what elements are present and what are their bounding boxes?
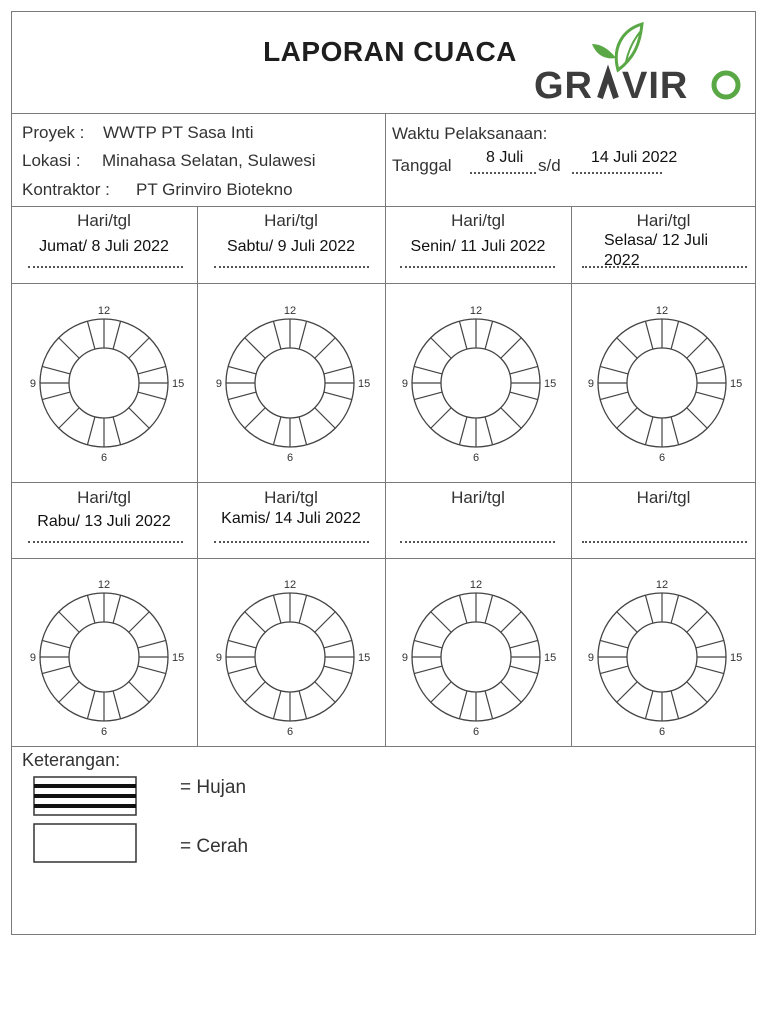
hour-segment <box>687 612 708 633</box>
hour-segment <box>59 612 80 633</box>
hour-segment <box>315 682 336 703</box>
clock-label-6: 6 <box>286 452 294 464</box>
legend-cerah: = Cerah <box>180 836 249 857</box>
hour-segment <box>617 612 638 633</box>
hour-segment <box>485 595 493 623</box>
day-date: Senin/ 11 Juli 2022 <box>410 238 546 255</box>
inner-ring <box>627 348 697 418</box>
hour-segment <box>696 392 724 400</box>
clear-legend-swatch <box>33 823 137 863</box>
hour-segment <box>501 682 522 703</box>
hour-segment <box>671 691 679 719</box>
hour-segment <box>315 612 336 633</box>
hour-segment <box>459 691 467 719</box>
date-line <box>400 541 555 543</box>
weather-clock-dial <box>391 298 561 468</box>
hour-segment <box>431 682 452 703</box>
hour-segment <box>59 338 80 359</box>
hour-segment <box>87 321 95 349</box>
hour-segment <box>245 612 266 633</box>
sd-label: s/d <box>538 156 561 175</box>
divider-info <box>11 206 756 207</box>
proyek-label: Proyek : <box>22 123 85 142</box>
hour-segment <box>696 666 724 674</box>
hour-segment <box>138 640 166 648</box>
svg-text:VIR: VIR <box>622 65 689 103</box>
hour-segment <box>510 640 538 648</box>
clock-label-15: 15 <box>544 652 557 664</box>
clock-label-15: 15 <box>172 378 185 390</box>
hour-segment <box>228 640 256 648</box>
hour-segment <box>42 640 70 648</box>
hour-segment <box>600 640 628 648</box>
proyek-value: WWTP PT Sasa Inti <box>103 123 254 142</box>
hour-segment <box>87 595 95 623</box>
clock-label-12: 12 <box>97 579 111 591</box>
day-header-label: Hari/tgl <box>77 488 131 507</box>
hour-segment <box>129 408 150 429</box>
hour-segment <box>113 417 121 445</box>
weather-clock-dial <box>577 298 747 468</box>
clock-label-15: 15 <box>730 378 743 390</box>
hour-segment <box>324 392 352 400</box>
hour-segment <box>245 338 266 359</box>
clock-label-12: 12 <box>469 305 483 317</box>
date-line <box>214 541 369 543</box>
hour-segment <box>42 666 70 674</box>
date-line <box>582 541 747 543</box>
hour-segment <box>59 682 80 703</box>
hour-segment <box>299 321 307 349</box>
hour-segment <box>245 408 266 429</box>
weather-clock-dial <box>205 298 375 468</box>
hour-segment <box>600 666 628 674</box>
hour-segment <box>414 366 442 374</box>
clock-label-15: 15 <box>358 652 371 664</box>
hour-segment <box>617 408 638 429</box>
day-date: Jumat/ 8 Juli 2022 <box>39 238 169 255</box>
hour-segment <box>273 321 281 349</box>
day-date: Selasa/ 12 Juli 2022 <box>604 232 709 269</box>
hour-segment <box>414 640 442 648</box>
hour-segment <box>273 691 281 719</box>
day-header-label: Hari/tgl <box>636 488 691 507</box>
hour-segment <box>245 682 266 703</box>
clock-label-6: 6 <box>100 726 108 738</box>
hour-segment <box>617 682 638 703</box>
hour-segment <box>273 595 281 623</box>
hour-segment <box>687 408 708 429</box>
clock-label-6: 6 <box>472 726 480 738</box>
day-header-label: Hari/tgl <box>77 211 131 230</box>
hour-segment <box>129 612 150 633</box>
weather-clock-dial <box>205 572 375 742</box>
hour-segment <box>138 366 166 374</box>
hour-segment <box>113 321 121 349</box>
waktu-label: Waktu Pelaksanaan: <box>392 124 548 143</box>
hour-segment <box>510 366 538 374</box>
hour-segment <box>645 321 653 349</box>
inner-ring <box>69 622 139 692</box>
clock-label-6: 6 <box>286 726 294 738</box>
weather-clock-dial <box>19 298 189 468</box>
hour-segment <box>459 321 467 349</box>
divider-info-split <box>385 113 386 207</box>
clock-label-15: 15 <box>172 652 185 664</box>
hour-segment <box>645 595 653 623</box>
grinviro-logo <box>530 18 750 103</box>
hour-segment <box>273 417 281 445</box>
end-date-line <box>572 172 662 174</box>
hour-segment <box>324 666 352 674</box>
hour-segment <box>315 338 336 359</box>
divider-col3 <box>571 206 572 747</box>
hour-segment <box>324 366 352 374</box>
clock-label-15: 15 <box>358 378 371 390</box>
inner-ring <box>255 348 325 418</box>
inner-ring <box>627 622 697 692</box>
hour-segment <box>299 691 307 719</box>
tanggal-label: Tanggal <box>392 156 452 175</box>
hour-segment <box>42 366 70 374</box>
inner-ring <box>441 622 511 692</box>
divider-row1-bottom <box>11 482 756 483</box>
hour-segment <box>129 338 150 359</box>
divider-row2-bottom <box>11 746 756 747</box>
clock-label-6: 6 <box>472 452 480 464</box>
kontraktor-label: Kontraktor : <box>22 180 110 199</box>
hour-segment <box>113 595 121 623</box>
clock-label-12: 12 <box>283 305 297 317</box>
hour-segment <box>59 408 80 429</box>
clock-label-9: 9 <box>29 652 36 664</box>
inner-ring <box>441 348 511 418</box>
divider-header <box>11 113 756 114</box>
clock-label-9: 9 <box>587 378 594 390</box>
legend-title: Keterangan: <box>22 750 121 770</box>
hour-segment <box>600 366 628 374</box>
page-title: LAPORAN CUACA <box>263 36 517 67</box>
clock-label-6: 6 <box>100 452 108 464</box>
hour-segment <box>687 682 708 703</box>
clock-label-15: 15 <box>544 378 557 390</box>
day-header-label: Hari/tgl <box>264 488 318 507</box>
hour-segment <box>431 408 452 429</box>
clock-label-12: 12 <box>655 305 669 317</box>
clock-label-6: 6 <box>658 726 666 738</box>
hour-segment <box>414 666 442 674</box>
clock-label-9: 9 <box>29 378 36 390</box>
hour-segment <box>617 338 638 359</box>
hour-segment <box>501 338 522 359</box>
hour-segment <box>299 595 307 623</box>
hour-segment <box>501 408 522 429</box>
hour-segment <box>228 366 256 374</box>
clock-label-9: 9 <box>215 378 222 390</box>
inner-ring <box>255 622 325 692</box>
clock-label-12: 12 <box>655 579 669 591</box>
legend-hujan: = Hujan <box>180 777 247 798</box>
hour-segment <box>459 417 467 445</box>
divider-col1 <box>197 206 198 747</box>
hour-segment <box>431 612 452 633</box>
inner-ring <box>69 348 139 418</box>
clock-label-15: 15 <box>730 652 743 664</box>
hour-segment <box>645 417 653 445</box>
divider-row1-header <box>11 283 756 284</box>
hour-segment <box>671 417 679 445</box>
hour-segment <box>510 666 538 674</box>
svg-text:GR: GR <box>534 65 593 103</box>
hour-segment <box>228 392 256 400</box>
hour-segment <box>485 417 493 445</box>
weather-clock-dial <box>391 572 561 742</box>
divider-row2-header <box>11 558 756 559</box>
day-header-label: Hari/tgl <box>264 211 318 230</box>
clock-label-12: 12 <box>97 305 111 317</box>
hour-segment <box>485 321 493 349</box>
hour-segment <box>671 595 679 623</box>
hour-segment <box>324 640 352 648</box>
hour-segment <box>687 338 708 359</box>
day-header-label: Hari/tgl <box>451 211 505 230</box>
hour-segment <box>138 392 166 400</box>
hour-segment <box>299 417 307 445</box>
clock-label-9: 9 <box>401 652 408 664</box>
hour-segment <box>645 691 653 719</box>
clock-label-12: 12 <box>283 579 297 591</box>
date-line <box>28 541 183 543</box>
end-date-value: 14 Juli 2022 <box>591 149 678 166</box>
day-header-label: Hari/tgl <box>451 488 505 507</box>
hour-segment <box>600 392 628 400</box>
day-header-label: Hari/tgl <box>636 211 691 230</box>
date-line <box>582 266 747 268</box>
hour-segment <box>671 321 679 349</box>
kontraktor-value: PT Grinviro Biotekno <box>136 180 293 199</box>
hour-segment <box>431 338 452 359</box>
divider-col2 <box>385 206 386 747</box>
hour-segment <box>138 666 166 674</box>
hour-segment <box>113 691 121 719</box>
hour-segment <box>228 666 256 674</box>
clock-label-9: 9 <box>401 378 408 390</box>
hour-segment <box>459 595 467 623</box>
weather-clock-dial <box>577 572 747 742</box>
hour-segment <box>696 640 724 648</box>
hour-segment <box>485 691 493 719</box>
lokasi-value: Minahasa Selatan, Sulawesi <box>102 151 316 170</box>
hour-segment <box>315 408 336 429</box>
hour-segment <box>87 691 95 719</box>
hour-segment <box>510 392 538 400</box>
day-date: Rabu/ 13 Juli 2022 <box>37 513 171 530</box>
hour-segment <box>696 366 724 374</box>
hour-segment <box>414 392 442 400</box>
clock-label-9: 9 <box>215 652 222 664</box>
hour-segment <box>42 392 70 400</box>
start-date-line <box>470 172 536 174</box>
start-date-value: 8 Juli <box>486 149 524 166</box>
clock-label-6: 6 <box>658 452 666 464</box>
date-line <box>214 266 369 268</box>
hour-segment <box>87 417 95 445</box>
weather-clock-dial <box>19 572 189 742</box>
date-line <box>28 266 183 268</box>
rain-legend-swatch <box>33 776 137 816</box>
hour-segment <box>501 612 522 633</box>
lokasi-label: Lokasi : <box>22 151 81 170</box>
date-line <box>400 266 555 268</box>
clock-label-9: 9 <box>587 652 594 664</box>
clock-label-12: 12 <box>469 579 483 591</box>
hour-segment <box>129 682 150 703</box>
day-date: Kamis/ 14 Juli 2022 <box>221 510 361 527</box>
day-date: Sabtu/ 9 Juli 2022 <box>226 238 356 255</box>
